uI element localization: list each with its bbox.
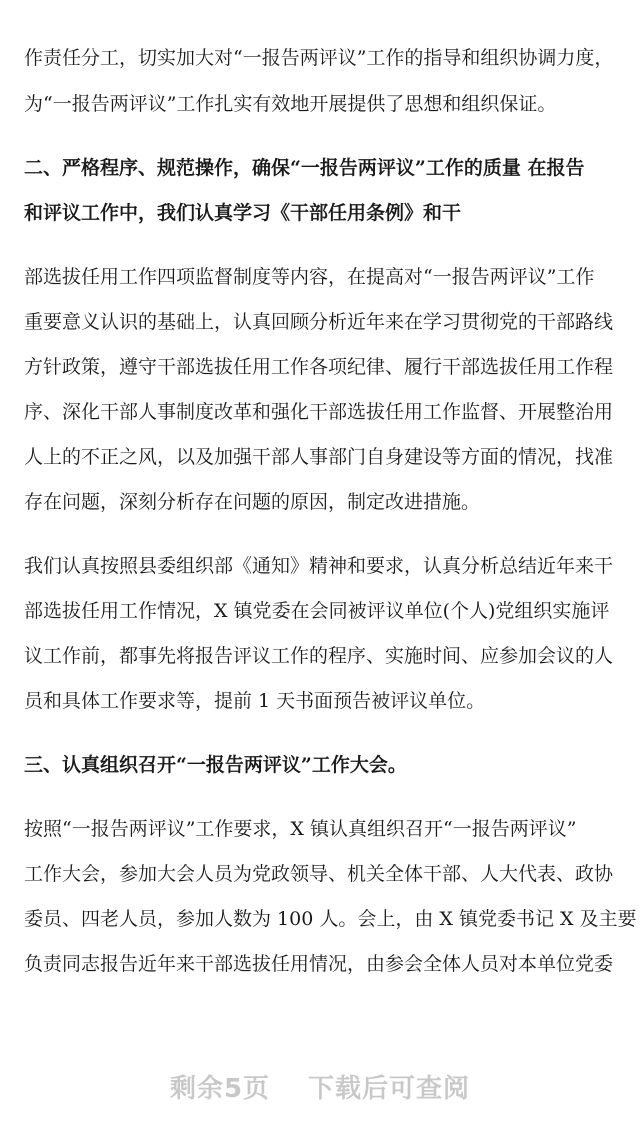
text-line: 负责同志报告近年来干部选拔任用情况，由参会全体人员对本单位党委 [24,953,614,975]
text-line: 方针政策，遵守干部选拔任用工作各项纪律、履行干部选拔任用工作程 [24,356,614,378]
text-line: 重要意义认识的基础上，认真回顾分析近年来在学习贯彻党的干部路线 [24,311,614,333]
download-to-view-label: 下载后可查阅 [308,1074,471,1104]
text-line: 部选拔任用工作四项监督制度等内容，在提高对“一报告两评议”工作 [24,266,595,288]
download-prompt[interactable] [0,1072,640,1106]
text-line: 序、深化干部人事制度改革和强化干部选拔任用工作监督、开展整治用 [24,401,614,423]
text-line: 作责任分工，切实加大对“一报告两评议”工作的指导和组织协调力度， [24,47,614,69]
section-heading: 和评议工作中，我们认真学习《干部任用条例》和干 [24,202,462,224]
text-line: 为“一报告两评议”工作扎实有效地开展提供了思想和组织保证。 [24,93,557,115]
section-heading: 二、严格程序、规范操作，确保“一报告两评议”工作的质量 在报告 [24,157,585,179]
text-line: 人上的不正之风，以及加强干部人事部门自身建设等方面的情况，找准 [24,446,614,468]
text-line: 按照“一报告两评议”工作要求，X 镇认真组织召开“一报告两评议” [24,818,577,840]
text-line: 部选拔任用工作情况，X 镇党委在会同被评议单位(个人)党组织实施评 [24,600,610,622]
section-heading: 三、认真组织召开“一报告两评议”工作大会。 [24,754,407,776]
text-line: 委员、四老人员，参加人数为 100 人。会上，由 X 镇党委书记 X 及主要 [24,908,637,930]
text-line: 议工作前，都事先将报告评议工作的程序、实施时间、应参加会议的人 [24,645,614,667]
remaining-pages-label: 剩余5页 [169,1074,271,1104]
text-line: 员和具体工作要求等，提前 1 天书面预告被评议单位。 [24,690,486,712]
text-line: 工作大会，参加大会人员为党政领导、机关全体干部、人大代表、政协 [24,863,614,885]
text-line: 存在问题，深刻分析存在问题的原因，制定改进措施。 [24,491,481,513]
text-line: 我们认真按照县委组织部《通知》精神和要求，认真分析总结近年来干 [24,555,614,577]
